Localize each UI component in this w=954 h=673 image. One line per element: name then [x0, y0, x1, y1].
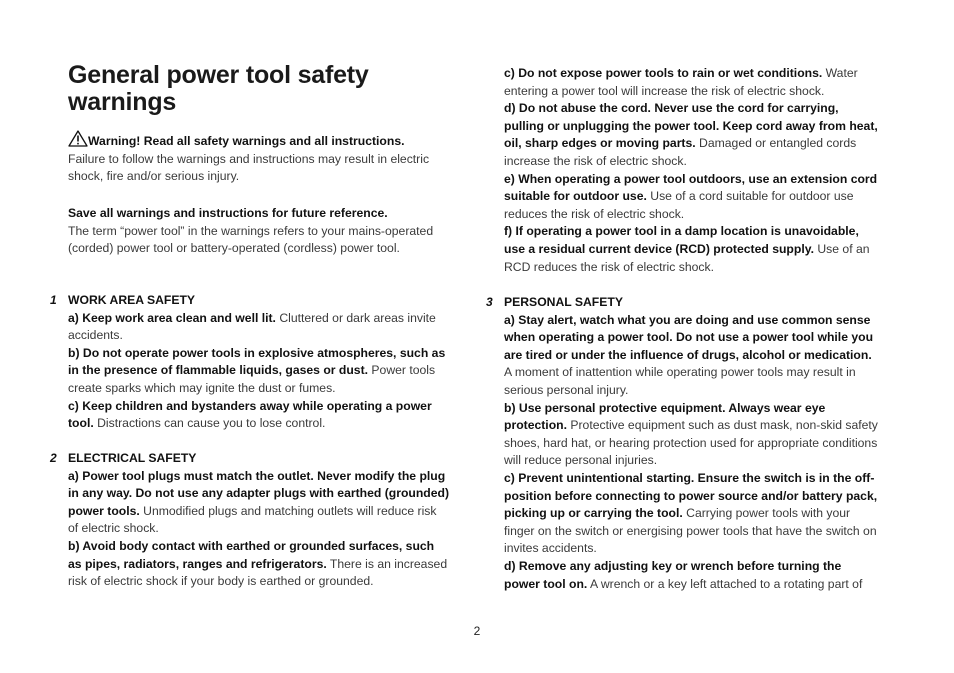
page-title: General power tool safety warnings	[68, 61, 369, 116]
section-work-area	[68, 292, 450, 433]
page-number: 2	[473, 624, 481, 638]
section-electrical-left	[68, 450, 450, 591]
list-item: a) Power tool plugs must match the outlet. Never modify the plug in any way. Do not use any adapter plugs with earthed (grounded) power tools. Unmodified plugs and matching outlets will reduce risk of electric shock.	[68, 468, 450, 536]
list-item: b) Use personal protective equipment. Always wear eye protection. Protective equipment such as dust mask, non-skid safety shoes, hard hat, or hearing protection used for appropriate conditions will reduce personal injuries.	[504, 400, 878, 468]
section-title: ELECTRICAL SAFETY	[68, 451, 197, 465]
warning-block	[68, 130, 450, 186]
section-number-1: 1	[50, 293, 57, 307]
list-item: e) When operating a power tool outdoors, use an extension cord suitable for outdoor use. Use of a cord suitable for outdoor use reduces the risk of electric shock.	[504, 171, 878, 221]
save-heading: Save all warnings and instructions for future reference.	[68, 206, 388, 220]
section-number-3: 3	[486, 295, 493, 309]
warning-body: Failure to follow the warnings and instructions may result in electric shock, fire and/or serious injury.	[68, 151, 430, 184]
list-item: a) Keep work area clean and well lit. Cluttered or dark areas invite accidents.	[68, 310, 436, 343]
list-item: a) Stay alert, watch what you are doing and use common sense when operating a power tool. Do not use a power tool while you are tired or under the influence of drugs, alcohol or medication. A moment of inattention while operating power tools may result in serious personal injury.	[504, 312, 874, 397]
save-block	[68, 205, 450, 258]
section-number-2: 2	[50, 451, 57, 465]
list-item: f) If operating a power tool in a damp location is unavoidable, use a residual current device (RCD) protected supply. Use of an RCD reduces the risk of electric shock.	[504, 224, 870, 274]
list-item: d) Remove any adjusting key or wrench before turning the power tool on. A wrench or a key left attached to a rotating part of	[504, 558, 863, 591]
section-title: WORK AREA SAFETY	[68, 293, 196, 307]
warning-triangle-icon	[68, 130, 88, 147]
list-item: d) Do not abuse the cord. Never use the cord for carrying, pulling or unplugging the power tool. Keep cord away from heat, oil, sharp edges or moving parts. Damaged or entangled cords increase the risk of electric shock.	[504, 101, 878, 168]
warning-heading: Warning! Read all safety warnings and all instructions.	[88, 134, 405, 148]
section-electrical-right	[504, 65, 880, 276]
list-item: c) Prevent unintentional starting. Ensure the switch is in the off-position before connecting to power source and/or battery pack, picking up or carrying the tool. Carrying power tools with your finger on the switch or energising power tools that have the switch on invites accidents.	[504, 470, 878, 556]
save-body: The term “power tool” in the warnings refers to your mains-operated (corded) power tool or battery-operated (cordless) power tool.	[68, 223, 434, 256]
list-item: b) Avoid body contact with earthed or grounded surfaces, such as pipes, radiators, ranges and refrigerators. There is an increased risk of electric shock if your body is earthed or grounded.	[68, 538, 448, 589]
list-item: c) Do not expose power tools to rain or wet conditions. Water entering a power tool will increase the risk of electric shock.	[504, 66, 858, 98]
list-item: b) Do not operate power tools in explosive atmospheres, such as in the presence of flammable liquids, gases or dust. Power tools create sparks which may ignite the dust or fumes.	[68, 345, 446, 395]
list-item: c) Keep children and bystanders away while operating a power tool. Distractions can cause you to lose control.	[68, 398, 432, 431]
section-personal	[504, 294, 880, 593]
section-title: PERSONAL SAFETY	[504, 295, 623, 309]
